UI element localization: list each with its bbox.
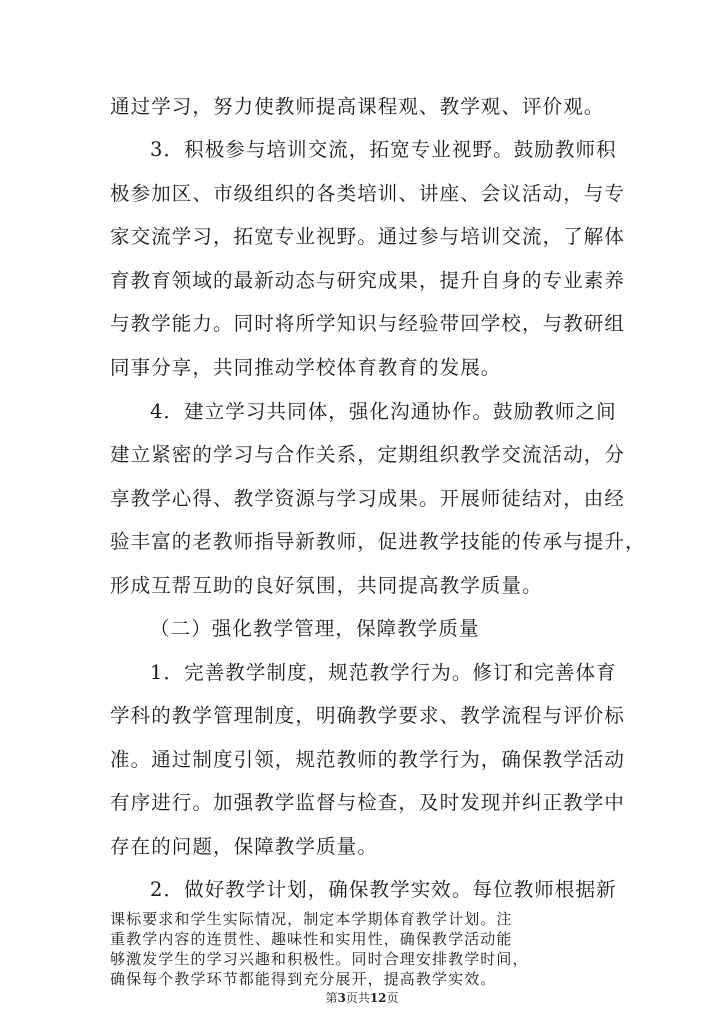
text-line-3: 极参加区、市级组织的各类培训、讲座、会议活动，与专 — [110, 182, 626, 205]
text-line-6: 与教学能力。同时将所学知识与经验带回学校，与教研组 — [110, 312, 626, 335]
text-line-11: 验丰富的老教师指导新教师，促进教学技能的传承与提升， — [110, 530, 646, 553]
text-line-17: 有序进行。加强教学监督与检查，及时发现并纠正教学中 — [110, 791, 626, 814]
text-line-16: 准。通过制度引领，规范教师的教学行为，确保教学活动 — [110, 748, 626, 771]
text-line-18: 存在的问题，保障教学质量。 — [110, 835, 378, 858]
footer-total-pages: 12 — [369, 991, 387, 1005]
text-line-5: 育教育领域的最新动态与研究成果，提升自身的专业素养 — [110, 269, 626, 292]
footer-middle: 页共 — [345, 991, 370, 1005]
text-line-12: 形成互帮互助的良好氛围，共同提高教学质量。 — [110, 574, 543, 597]
text-line-22: 够激发学生的学习兴趣和积极性。同时合理安排教学时间， — [110, 950, 529, 968]
text-line-4: 家交流学习，拓宽专业视野。通过参与培训交流，了解体 — [110, 225, 626, 248]
text-line-19: 2．做好教学计划，确保教学实效。每位教师根据新 — [150, 878, 617, 901]
text-line-7: 同事分享，共同推动学校体育教育的发展。 — [110, 356, 502, 379]
page-footer — [0, 990, 724, 1006]
text-line-23: 确保每个教学环节都能得到充分展开，提高教学实效。 — [110, 970, 497, 988]
text-line-2: 3．积极参与培训交流，拓宽专业视野。鼓励教师积 — [150, 138, 617, 161]
text-line-9: 建立紧密的学习与合作关系，定期组织教学交流活动，分 — [110, 443, 626, 466]
text-line-20: 课标要求和学生实际情况，制定本学期体育教学计划。注 — [110, 910, 513, 928]
footer-prefix: 第 — [325, 991, 338, 1005]
text-line-8: 4．建立学习共同体，强化沟通协作。鼓励教师之间 — [150, 400, 617, 423]
section-heading: （二）强化教学管理，保障教学质量 — [150, 617, 480, 640]
text-line-1: 通过学习，努力使教师提高课程观、教学观、评价观。 — [110, 95, 605, 118]
text-line-15: 学科的教学管理制度，明确教学要求、教学流程与评价标 — [110, 704, 626, 727]
text-line-14: 1．完善教学制度，规范教学行为。修订和完善体育 — [150, 661, 617, 684]
text-line-21: 重教学内容的连贯性、趣味性和实用性，确保教学活动能 — [110, 930, 513, 948]
footer-suffix: 页 — [386, 991, 399, 1005]
footer-page-number: 3 — [337, 991, 346, 1005]
text-line-10: 享教学心得、教学资源与学习成果。开展师徒结对，由经 — [110, 487, 626, 510]
